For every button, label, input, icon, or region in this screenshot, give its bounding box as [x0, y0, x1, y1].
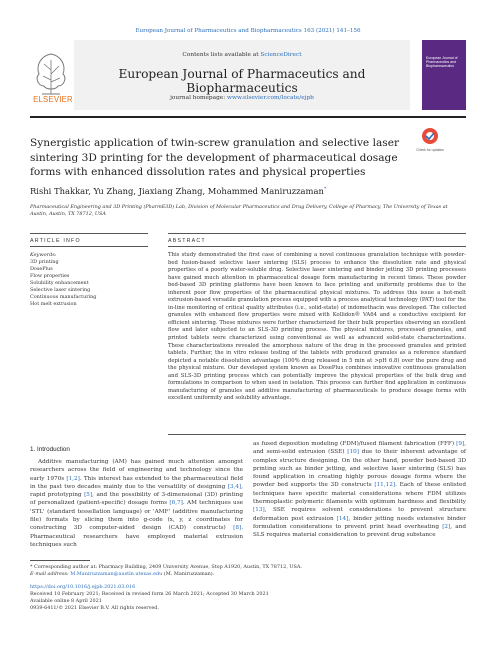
introduction-left-column: [30, 458, 243, 549]
keyword-item: 3D printing: [30, 259, 59, 265]
author-list: [30, 186, 466, 196]
journal-masthead: [30, 40, 466, 110]
body-text: . This interest has extended to the pharmaceutical field in the past two decades mainly due to the versatility of designing: [30, 475, 243, 490]
crossmark-label[interactable]: Check for updates: [416, 148, 444, 152]
abstract-heading: ABSTRACT: [168, 238, 206, 244]
introduction-heading: 1. Introduction: [30, 446, 70, 453]
keyword-item: Selective laser sintering: [30, 287, 91, 293]
abstract-rule-top: [168, 233, 466, 234]
body-text: as fused deposition modeling (FDM)/fused filament fabrication (FFF): [253, 441, 457, 447]
homepage-prefix: journal homepage:: [170, 95, 226, 101]
masthead-banner: [74, 40, 410, 110]
keyword-list: [30, 259, 130, 308]
footnote-rule: [30, 560, 90, 561]
keyword-item: Solubility enhancement: [30, 280, 89, 286]
journal-homepage: [74, 95, 410, 101]
email-suffix: (M. Maniruzzaman).: [163, 571, 215, 577]
body-text: , rapid prototyping: [30, 483, 243, 499]
citation-link[interactable]: [14]: [336, 515, 349, 522]
citation-link[interactable]: [5]: [84, 492, 93, 499]
cover-title: European Journal of Pharmaceutics and Biopharmaceutics: [426, 56, 458, 68]
email-label: E-mail address:: [30, 571, 69, 577]
citation-link[interactable]: [3,4]: [227, 483, 242, 490]
article-info-heading: ARTICLE INFO: [30, 238, 81, 244]
crossmark-icon[interactable]: [416, 126, 444, 160]
article-title: Synergistic application of twin-screw granulation and selective laser sintering 3D printing for the development of pharmaceutical dosage forms with enhanced dissolution rates and physical properties: [30, 137, 400, 179]
body-text: , and semi-solid extrusion (SSE): [253, 441, 466, 456]
corresponding-author-mark[interactable]: *: [323, 186, 327, 193]
body-text: Additive manufacturing (AM) has gained much attention amongst researchers across the field of engineering and technology since the early 1970s: [30, 459, 243, 482]
available-online: Available online 8 April 2021: [30, 598, 102, 604]
citation-link[interactable]: [6,7]: [169, 500, 183, 507]
keyword-item: Hot melt extrusion: [30, 301, 77, 307]
corresponding-author-note: * Corresponding author at: Pharmacy Building, 2409 University Avenue, Stop A1920, Austin, TX 78712, USA.: [30, 564, 302, 570]
citation-link[interactable]: [2]: [442, 523, 451, 530]
keyword-item: DosePlus: [30, 266, 53, 272]
keyword-item: Continuous manufacturing: [30, 294, 97, 300]
homepage-link[interactable]: www.elsevier.com/locate/ejpb: [227, 95, 314, 101]
article-info-rule: [30, 233, 148, 234]
correspondence-footnote: [30, 564, 466, 578]
sciencedirect-link[interactable]: ScienceDirect: [260, 52, 302, 58]
citation-link[interactable]: [10]: [347, 449, 359, 456]
author-affiliation: Pharmaceutical Engineering and 3D Printing (PharmE3D) Lab, Division of Molecular Pharmaceutics and Drug Delivery, College of Pharmacy, The University of Texas at Austin, Austin, TX 78712, USA: [30, 204, 448, 218]
doi-link[interactable]: https://doi.org/10.1016/j.ejpb.2021.03.016: [30, 584, 136, 590]
keyword-item: Flow properties: [30, 273, 70, 279]
received-dates: Received 10 February 2021; Received in revised form 26 March 2021; Accepted 30 March 2021: [30, 591, 269, 597]
journal-title: European Journal of Pharmaceutics and Biopharmaceutics: [118, 67, 366, 95]
citation-link[interactable]: [13]: [253, 507, 265, 514]
author-names[interactable]: Rishi Thakkar, Yu Zhang, Jiaxiang Zhang, Mohammed Maniruzzaman: [30, 186, 324, 196]
citation-link[interactable]: [9]: [456, 441, 465, 447]
body-text: , and SLS requires material consideration to prevent drug substance: [253, 523, 466, 539]
body-text: . Each of these enlisted techniques have specific material considerations where FDM utilizes thermoplastic polymeric filaments with optimum hardness and flexibility: [253, 482, 467, 506]
journal-cover-image: [422, 40, 466, 110]
email-link[interactable]: M.Maniruzzaman@austin.utexas.edu: [70, 571, 163, 577]
introduction-right-column: [253, 440, 466, 540]
abstract-rule-mid: [168, 246, 466, 247]
publication-info: [30, 584, 466, 612]
masthead-divider: [30, 116, 466, 118]
contents-prefix: Contents lists available at: [182, 52, 259, 58]
body-text: . Pharmaceutical researchers have employed material extrusion techniques such: [30, 525, 243, 548]
copyright-line: 0939-6411/© 2021 Elsevier B.V. All rights reserved.: [30, 605, 159, 611]
body-text: , and the possibility of 3-dimensional (3D) printing of personalized (patient-specific) dosage forms: [30, 492, 243, 507]
body-text: . AM techniques use 'STL' (standard tessellation language) or 'AMF' (additive manufacturing file) formats by slicing them into g-code (x, y, z coordinates for constructing 3D computer-aided design (CAD) constructs): [30, 500, 243, 532]
citation-link[interactable]: [11,12]: [374, 482, 396, 489]
citation-link[interactable]: [1,2]: [66, 475, 80, 482]
article-info-rule-bottom: [30, 246, 148, 247]
abstract-rule-bottom: [168, 434, 466, 435]
body-text: due to their inherent advantage of complex structure designing. On the other hand, powder bed-based 3D printing such as binder jetting, and selective laser sintering (SLS) has found application in creating highly porous dosage forms where the powder bed supports the 3D constructs: [253, 449, 466, 489]
email-line: [30, 571, 466, 578]
keywords-label: Keywords:: [30, 252, 57, 258]
body-text: , SSE requires solvent considerations to prevent structure deformation post extrusion: [253, 507, 466, 522]
body-text: , binder jetting needs extensive binder formulation considerations to prevent print head overheating: [253, 515, 466, 530]
abstract-text: This study demonstrated the first case of combining a novel continuous granulation technique with powder-bed fusion-based selective laser sintering (SLS) process to enhance the dissolution rate and physical properties of a poorly water-soluble drug. Selective laser sintering and binder jetting 3D printing processes have gained much attention in pharmaceutical dosage form manufacturing in recent times. These powder bed-based 3D printing platforms have been known to face printing and uniformity problems due to the inherent poor flow properties of the pharmaceutical physical mixtures. To address this issue a hot-melt extrusion-based versatile granulation process equipped with a process analytical technology (PAT) tool for the in-line monitoring of critical quality attributes (i.e., solid-state) of indomethacin was developed. The collected granules with enhanced flow properties were mixed with Kollidon® VA64 and a conductive excipient for efficient sintering. These mixtures were further characterized for their bulk properties observing an excellent flow and later subjected to an SLS-3D printing process. The physical mixtures, processed granules, and printed tablets were characterized using conventional as well as advanced solid-state characterizations. These characterizations revealed the amorphous nature of the drug in the processed granules and printed tablets. Further, the in vitro release testing of the tablets with produced granules as a reference standard depicted a notable dissolution advantage (100% drug released in 5 min at >pH 6.8) over the pure drug and the physical mixture. Our developed system known as DosePlus combines innovative continuous granulation and SLS-3D printing process which can potentially improve the physical properties of the bulk drug and formulations in comparison to when used in isolation. This process can further find application in continuous manufacturing of granules and additive manufacturing of pharmaceuticals to produce dosage forms with excellent uniformity and solubility advantage.: [168, 252, 466, 402]
citation-link[interactable]: [8]: [233, 525, 242, 532]
contents-line: [74, 52, 410, 58]
journal-reference[interactable]: European Journal of Pharmaceutics and Biopharmaceutics 163 (2021) 141–156: [135, 28, 361, 34]
publisher-name: ELSEVIER: [33, 95, 73, 104]
